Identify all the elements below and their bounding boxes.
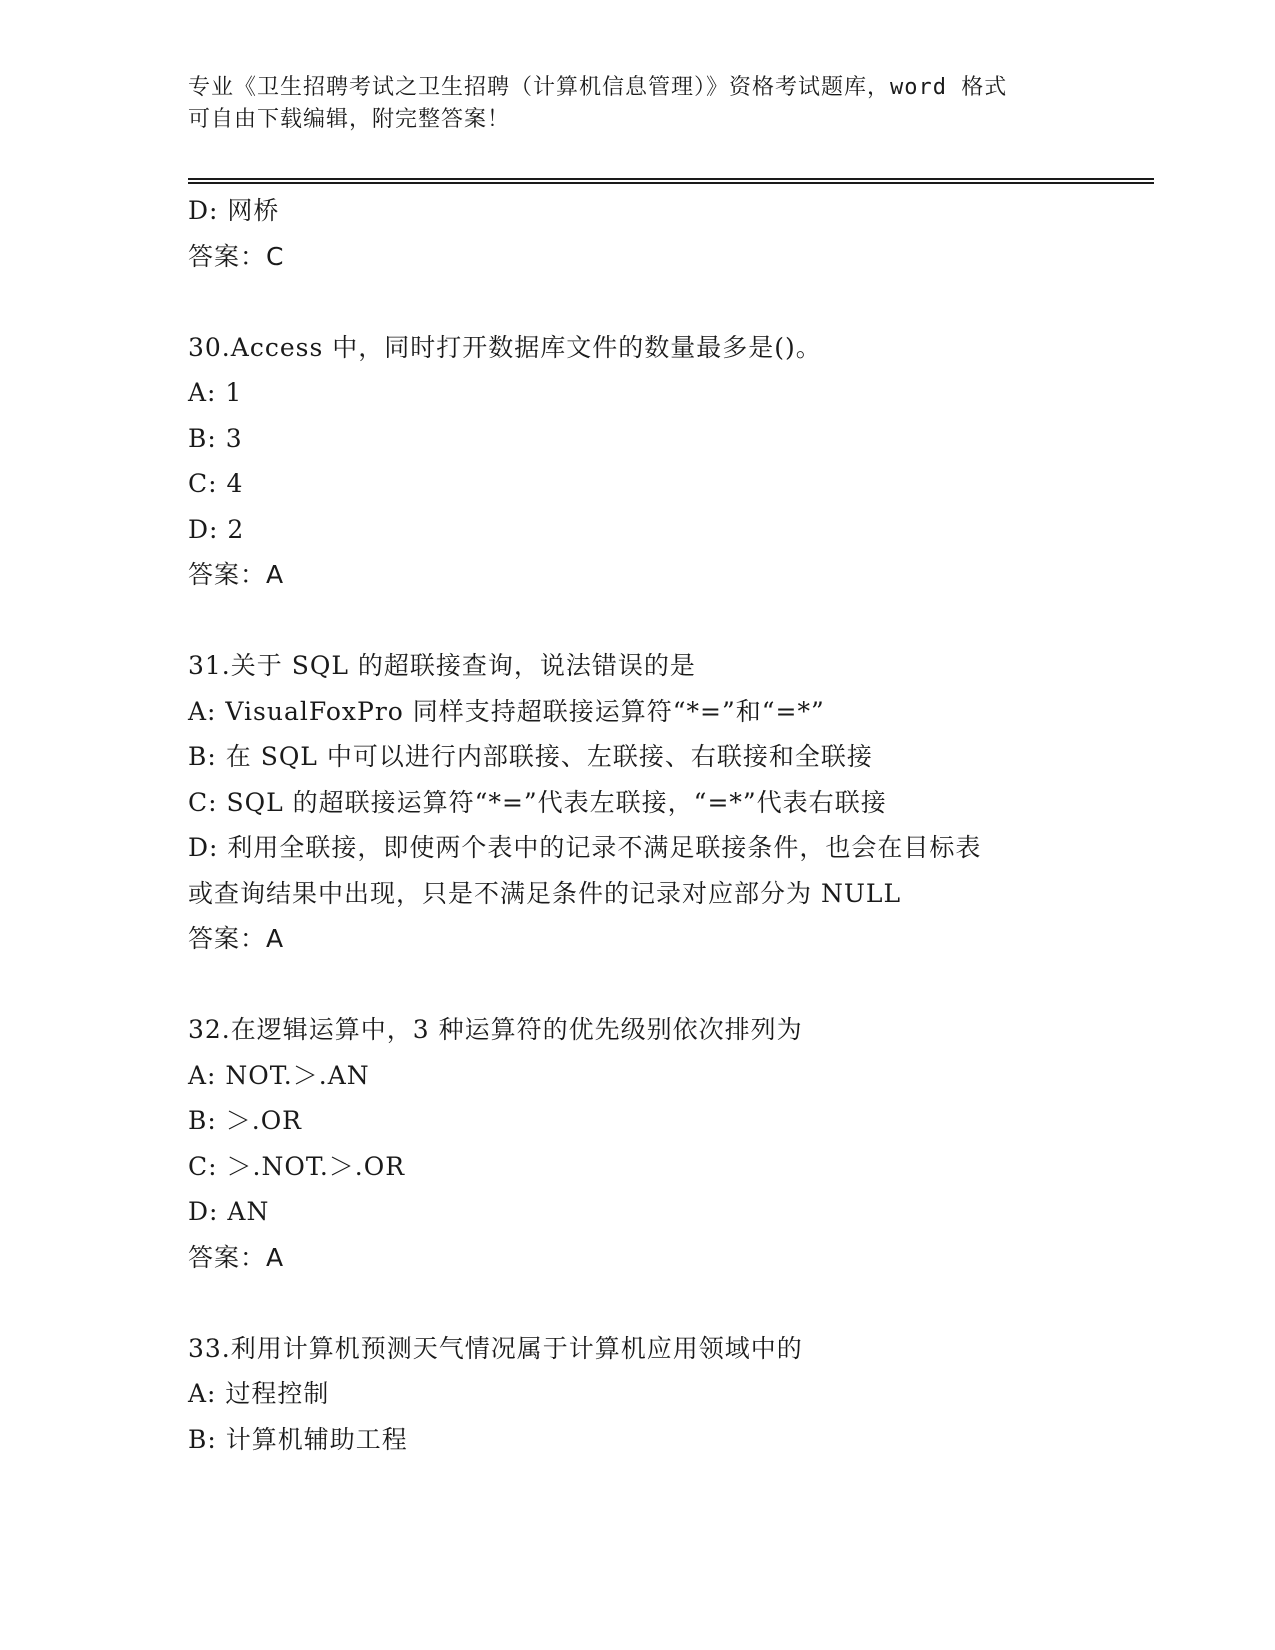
question-33	[188, 1326, 1088, 1463]
option-b: B: 在 SQL 中可以进行内部联接、左联接、右联接和全联接	[188, 742, 873, 771]
option-d: D: 利用全联接，即使两个表中的记录不满足联接条件，也会在目标表	[188, 833, 982, 862]
option-c: C: 4	[188, 469, 244, 498]
option-a: A: 过程控制	[188, 1379, 330, 1408]
document-header	[188, 72, 1078, 136]
option-d: D: AN	[188, 1197, 270, 1226]
option-c: C: SQL 的超联接运算符“*=”代表左联接，“=*”代表右联接	[188, 787, 887, 817]
question-list	[188, 188, 1088, 1462]
answer-line: 答案：A	[188, 560, 285, 589]
header-divider-bottom	[188, 182, 1154, 184]
option-a: A: 1	[188, 378, 243, 407]
option-d-continued: 或查询结果中出现，只是不满足条件的记录对应部分为 NULL	[188, 878, 902, 908]
question-text: 32.在逻辑运算中，3 种运算符的优先级别依次排列为	[188, 1015, 803, 1044]
spacer	[188, 279, 1088, 325]
question-30	[188, 325, 1088, 598]
option-a: A: NOT.＞.AN	[188, 1060, 370, 1090]
spacer	[188, 962, 1088, 1008]
spacer	[188, 598, 1088, 644]
header-line-1: 专业《卫生招聘考试之卫生招聘（计算机信息管理）》资格考试题库，word 格式	[188, 75, 1008, 100]
question-32	[188, 1007, 1088, 1280]
question-text: 30.Access 中，同时打开数据库文件的数量最多是()。	[188, 332, 822, 362]
question-31	[188, 643, 1088, 962]
answer-line: 答案：A	[188, 1242, 285, 1272]
option-b: B: 3	[188, 423, 243, 453]
answer-line: 答案：A	[188, 924, 285, 953]
option-b: B: ＞.OR	[188, 1106, 303, 1135]
option-c: C: ＞.NOT.＞.OR	[188, 1151, 406, 1181]
question-text: 33.利用计算机预测天气情况属于计算机应用领域中的	[188, 1333, 803, 1363]
answer-line: 答案：C	[188, 241, 285, 271]
option-d: D: 网桥	[188, 196, 280, 225]
previous-question-tail	[188, 188, 1088, 279]
spacer	[188, 1280, 1088, 1326]
option-b: B: 计算机辅助工程	[188, 1424, 408, 1454]
header-divider-top	[188, 178, 1154, 180]
option-d: D: 2	[188, 514, 245, 544]
option-a: A: VisualFoxPro 同样支持超联接运算符“*=”和“=*”	[188, 696, 825, 726]
question-text: 31.关于 SQL 的超联接查询，说法错误的是	[188, 651, 696, 680]
header-line-2: 可自由下载编辑，附完整答案！	[188, 107, 511, 132]
